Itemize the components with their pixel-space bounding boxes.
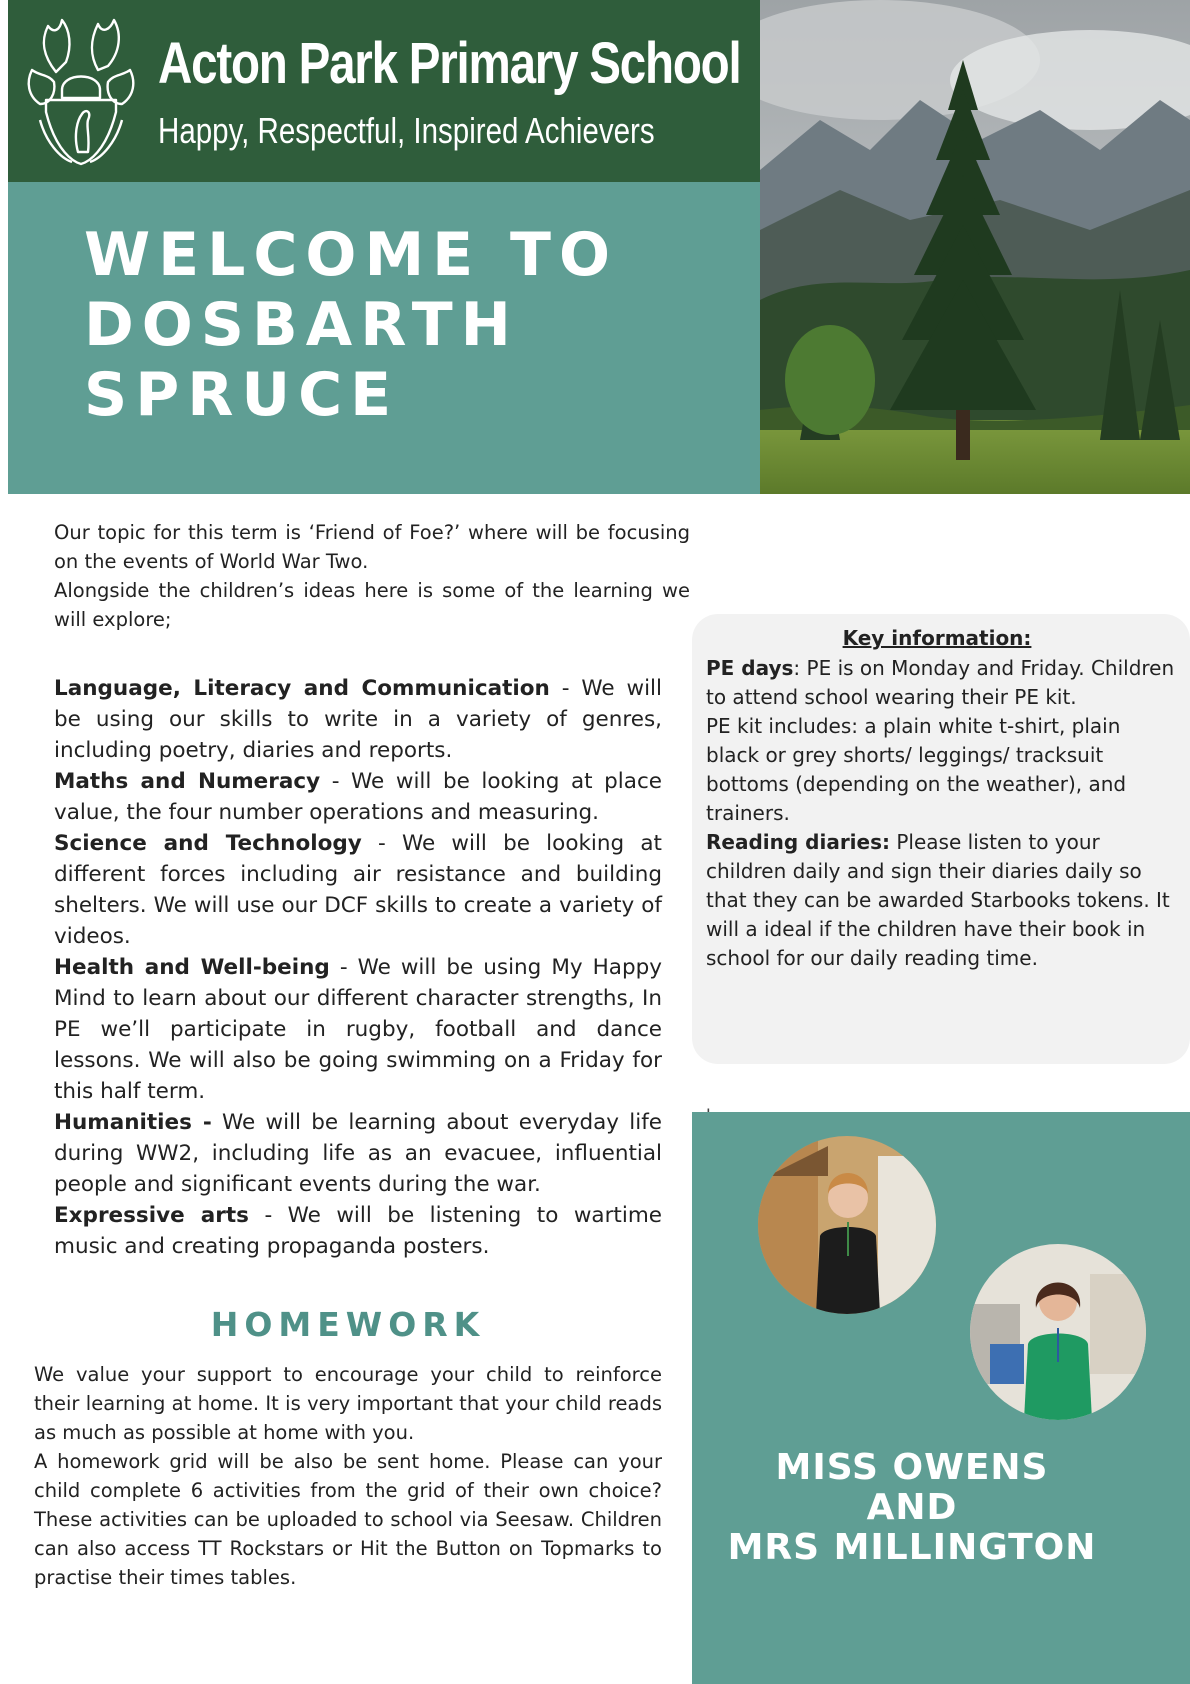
intro-paragraph: Alongside the children’s ideas here is some of the learning we will explore; xyxy=(54,579,690,631)
teacher-portrait-icon xyxy=(970,1244,1146,1420)
curriculum-item xyxy=(54,1107,662,1200)
teacher-photo xyxy=(970,1244,1146,1420)
curriculum-label: Language, Literacy and Communication xyxy=(54,676,550,701)
curriculum-label: Expressive arts xyxy=(54,1203,249,1228)
teacher-portrait-icon xyxy=(758,1136,936,1314)
school-header xyxy=(8,0,760,182)
curriculum-label: Humanities - xyxy=(54,1110,212,1135)
homework-paragraph: A homework grid will be also be sent home. Please can your child complete 6 activities from the grid of their own choice? These activities can be uploaded to school via Seesaw. Children can also access TT Rockstars or Hit the Button on Topmarks to practise their times tables. xyxy=(34,1450,662,1589)
pe-days-label: PE days xyxy=(706,656,794,680)
curriculum-item xyxy=(54,952,662,1107)
curriculum-text: - We will be using our skills to write in a variety of genres, including poetry, diaries and reports. xyxy=(54,676,662,763)
curriculum-label: Health and Well-being xyxy=(54,955,330,980)
curriculum-text: - We will be using My Happy Mind to learn about our different character strengths, In PE we’ll participate in rugby, football and dance lessons. We will also be going swimming on a Friday for this half term. xyxy=(54,955,662,1104)
teacher-name-1: MISS OWENS xyxy=(775,1447,1049,1488)
landscape-photo xyxy=(760,0,1190,494)
curriculum-item xyxy=(54,766,662,828)
reading-diaries-info xyxy=(706,828,1176,973)
spruce-tree-landscape-icon xyxy=(760,0,1190,494)
reading-diaries-text: Please listen to your children daily and sign their diaries daily so that they can be awarded Starbooks tokens. It will a ideal if the children have their book in school for our daily reading time. xyxy=(706,830,1170,970)
page-title xyxy=(84,220,744,430)
school-name: Acton Park Primary School xyxy=(158,31,741,96)
title-line-1: WELCOME TO xyxy=(84,220,618,290)
title-line-2: DOSBARTH xyxy=(84,290,519,360)
teachers-conjunction: AND xyxy=(866,1487,958,1528)
curriculum-label: Science and Technology xyxy=(54,831,362,856)
curriculum-text: - We will be looking at different forces including air resistance and building shelters. We will use our DCF skills to create a variety of videos. xyxy=(54,831,662,949)
homework-section xyxy=(34,1360,662,1592)
pe-kit-info: PE kit includes: a plain white t-shirt, plain black or grey shorts/ leggings/ tracksuit bottoms (depending on the weather), and trainers. xyxy=(706,714,1127,825)
reading-diaries-label: Reading diaries: xyxy=(706,830,891,854)
oak-leaf-crest-icon xyxy=(26,12,136,170)
curriculum-text: - We will be looking at place value, the four number operations and measuring. xyxy=(54,769,662,825)
school-motto: Happy, Respectful, Inspired Achievers xyxy=(158,110,655,151)
pe-days-text: : PE is on Monday and Friday. Children to attend school wearing their PE kit. xyxy=(706,656,1175,709)
curriculum-text: - We will be listening to wartime music and creating propaganda posters. xyxy=(54,1203,662,1259)
homework-paragraph: We value your support to encourage your child to reinforce their learning at home. It is very important that your child reads as much as possible at home with you. xyxy=(34,1363,662,1444)
homework-heading: HOMEWORK xyxy=(210,1305,486,1344)
curriculum-section xyxy=(54,673,662,1262)
curriculum-item xyxy=(54,1200,662,1262)
intro-section xyxy=(54,518,690,634)
pe-days-info xyxy=(706,654,1176,712)
curriculum-item xyxy=(54,673,662,766)
welcome-band xyxy=(8,182,760,494)
curriculum-item xyxy=(54,828,662,952)
intro-paragraph: Our topic for this term is ‘Friend of Foe?’ where will be focusing on the events of World War Two. xyxy=(54,521,690,573)
key-information-box xyxy=(692,614,1190,1064)
curriculum-text: We will be learning about everyday life during WW2, including life as an evacuee, influential people and significant events during the war. xyxy=(54,1110,662,1197)
key-info-body xyxy=(706,654,1176,973)
teacher-name-2: MRS MILLINGTON xyxy=(727,1527,1097,1568)
key-info-title: Key information: xyxy=(842,626,1032,650)
teacher-photo xyxy=(758,1136,936,1314)
teachers-names xyxy=(692,1448,1132,1568)
teachers-panel xyxy=(692,1112,1190,1684)
curriculum-label: Maths and Numeracy xyxy=(54,769,321,794)
title-line-3: SPRUCE xyxy=(84,360,400,430)
